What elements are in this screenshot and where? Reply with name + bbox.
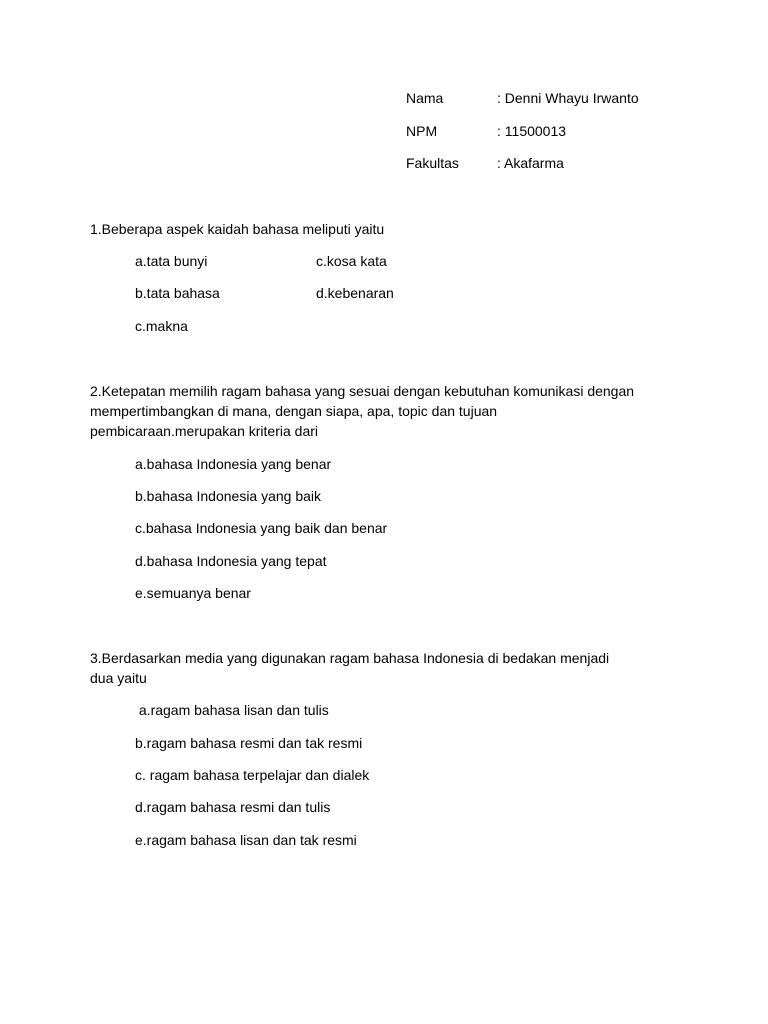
question-3-option-e: e.ragam bahasa lisan dan tak resmi — [135, 832, 357, 848]
question-3-option-b: b.ragam bahasa resmi dan tak resmi — [135, 735, 363, 751]
question-1-option-c-right: c.kosa kata — [316, 253, 387, 269]
question-2-option-c: c.bahasa Indonesia yang baik dan benar — [135, 520, 388, 536]
question-2-option-b: b.bahasa Indonesia yang baik — [135, 488, 322, 504]
name-value: : Denni Whayu Irwanto — [497, 90, 639, 106]
question-1-option-c: c.makna — [135, 318, 188, 334]
question-3-text-line-1: 3.Berdasarkan media yang digunakan ragam bahasa Indonesia di bedakan menjadi — [90, 650, 610, 666]
question-1-option-b: b.tata bahasa — [135, 285, 220, 301]
npm-label: NPM — [406, 123, 438, 139]
question-2-option-d: d.bahasa Indonesia yang tepat — [135, 553, 327, 569]
name-label: Nama — [406, 90, 444, 106]
question-3-option-a: a.ragam bahasa lisan dan tulis — [135, 702, 329, 718]
question-1-option-a: a.tata bunyi — [135, 253, 208, 269]
question-3-option-c: c. ragam bahasa terpelajar dan dialek — [135, 767, 370, 783]
question-2-option-a: a.bahasa Indonesia yang benar — [135, 456, 332, 472]
question-3-option-d: d.ragam bahasa resmi dan tulis — [135, 799, 331, 815]
npm-value: : 11500013 — [497, 123, 567, 139]
question-2-text-line-1: 2.Ketepatan memilih ragam bahasa yang sesuai dengan kebutuhan komunikasi dengan — [90, 383, 635, 399]
faculty-value: : Akafarma — [497, 155, 564, 171]
question-1-option-d: d.kebenaran — [316, 285, 394, 301]
question-3-text-line-2: dua yaitu — [90, 670, 147, 686]
question-2-option-e: e.semuanya benar — [135, 585, 251, 601]
question-2-text-line-2: mempertimbangkan di mana, dengan siapa, apa, topic dan tujuan — [90, 403, 498, 419]
question-2-text-line-3: pembicaraan.merupakan kriteria dari — [90, 423, 318, 439]
faculty-label: Fakultas — [406, 155, 459, 171]
question-1-text: 1.Beberapa aspek kaidah bahasa meliputi yaitu — [90, 221, 385, 237]
